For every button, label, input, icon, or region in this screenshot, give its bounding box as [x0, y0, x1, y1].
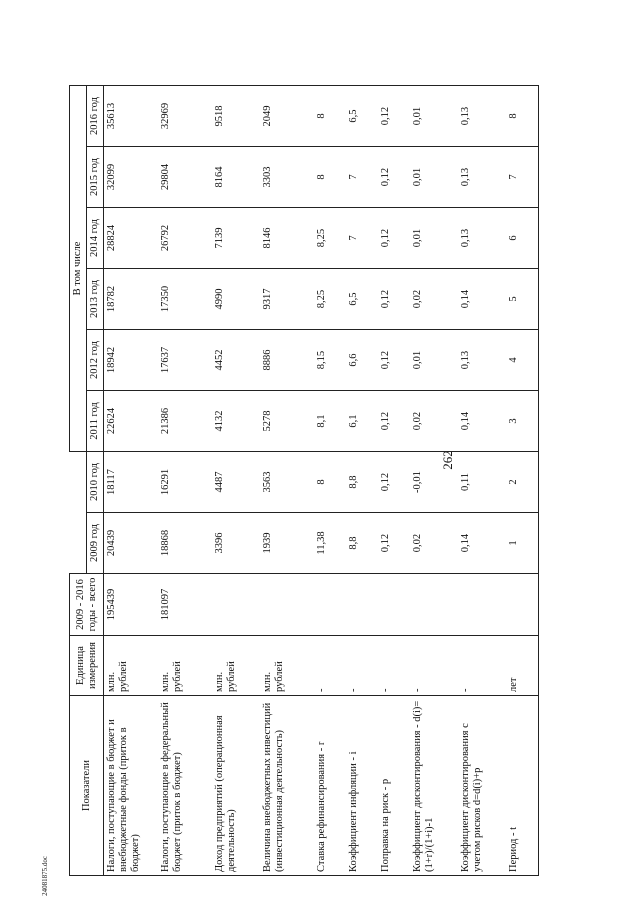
- row-value: -0,01: [410, 452, 458, 513]
- header-year: 2016 год: [87, 85, 104, 146]
- row-value: 4452: [212, 330, 260, 391]
- row-value: 0,12: [378, 269, 410, 330]
- row-value: 8: [314, 147, 346, 208]
- row-value: 8886: [260, 330, 314, 391]
- row-value: 8146: [260, 208, 314, 269]
- row-value: 4: [506, 330, 539, 391]
- row-name: Коэффициент инфляции - i: [346, 696, 378, 876]
- row-value: 5278: [260, 391, 314, 452]
- row-value: 8,1: [314, 391, 346, 452]
- row-value: 0,02: [410, 513, 458, 574]
- row-value: 11,38: [314, 513, 346, 574]
- row-total: [212, 574, 260, 636]
- row-value: 2: [506, 452, 539, 513]
- row-value: 0,14: [458, 513, 506, 574]
- row-value: 1: [506, 513, 539, 574]
- row-value: 20439: [104, 513, 159, 574]
- document-file-id: 24081875.doc: [40, 856, 49, 896]
- table-row: [506, 85, 539, 875]
- row-value: 4132: [212, 391, 260, 452]
- row-name: Поправка на риск - p: [378, 696, 410, 876]
- header-total: 2009 - 2016 годы - всего: [70, 574, 104, 636]
- row-value: 3303: [260, 147, 314, 208]
- row-value: 0,13: [458, 147, 506, 208]
- row-value: 0,12: [378, 85, 410, 146]
- row-total: [410, 574, 458, 636]
- row-value: 9518: [212, 85, 260, 146]
- row-unit: -: [410, 636, 458, 696]
- row-total: [378, 574, 410, 636]
- row-value: 8,15: [314, 330, 346, 391]
- row-unit: млн. рублей: [212, 636, 260, 696]
- row-unit: млн. рублей: [260, 636, 314, 696]
- row-value: 7: [346, 147, 378, 208]
- row-unit: -: [458, 636, 506, 696]
- row-value: 0,01: [410, 85, 458, 146]
- row-value: 0,14: [458, 391, 506, 452]
- row-value: 6,1: [346, 391, 378, 452]
- row-value: 8: [506, 85, 539, 146]
- row-value: 17350: [158, 269, 212, 330]
- row-value: 8: [314, 452, 346, 513]
- indicators-table: [69, 85, 539, 876]
- row-value: 2049: [260, 85, 314, 146]
- row-value: 22624: [104, 391, 159, 452]
- table-row: [212, 85, 260, 875]
- header-year: 2015 год: [87, 147, 104, 208]
- row-name: Ставка рефинансирования - r: [314, 696, 346, 876]
- row-value: 0,01: [410, 208, 458, 269]
- header-year: 2014 год: [87, 208, 104, 269]
- row-name: Период - t: [506, 696, 539, 876]
- row-value: 3396: [212, 513, 260, 574]
- row-value: 18117: [104, 452, 159, 513]
- row-value: 7139: [212, 208, 260, 269]
- row-value: 4487: [212, 452, 260, 513]
- row-value: 0,12: [378, 330, 410, 391]
- row-value: 0,14: [458, 269, 506, 330]
- header-indicators: Показатели: [70, 696, 104, 876]
- row-value: 0,02: [410, 269, 458, 330]
- row-value: 0,11: [458, 452, 506, 513]
- row-name: Коэффициент дисконтирования с учетом рисков d=d(i)+p: [458, 696, 506, 876]
- header-year: 2010 год: [87, 452, 104, 513]
- row-total: [458, 574, 506, 636]
- row-value: 26792: [158, 208, 212, 269]
- row-value: 17637: [158, 330, 212, 391]
- row-value: 4990: [212, 269, 260, 330]
- row-name: Величина внебюджетных инвестиций (инвестиционная деятельность): [260, 696, 314, 876]
- row-value: 8: [314, 85, 346, 146]
- table-row: [314, 85, 346, 875]
- row-value: 0,13: [458, 330, 506, 391]
- row-value: 0,12: [378, 391, 410, 452]
- row-name: Коэффициент дисконтирования - d(i)=(1+r)/(1+i)-1: [410, 696, 458, 876]
- row-name: Налоги, поступающие в федеральный бюджет (приток в бюджет): [158, 696, 212, 876]
- row-value: 9317: [260, 269, 314, 330]
- row-value: 21386: [158, 391, 212, 452]
- row-value: 29804: [158, 147, 212, 208]
- row-value: 6: [506, 208, 539, 269]
- row-value: 8,8: [346, 513, 378, 574]
- row-value: 28824: [104, 208, 159, 269]
- row-value: 0,02: [410, 391, 458, 452]
- table-row: [378, 85, 410, 875]
- row-value: 5: [506, 269, 539, 330]
- row-value: 7: [506, 147, 539, 208]
- header-unit: Единица измерения: [70, 636, 104, 696]
- row-value: 0,13: [458, 85, 506, 146]
- row-value: 3563: [260, 452, 314, 513]
- row-value: 6,6: [346, 330, 378, 391]
- table-row: [260, 85, 314, 875]
- row-name: Доход предприятий (операционная деятельность): [212, 696, 260, 876]
- header-subgroup: В том числе: [70, 85, 87, 451]
- rotated-table-container: [69, 86, 569, 876]
- row-value: 0,12: [378, 513, 410, 574]
- row-value: 8164: [212, 147, 260, 208]
- row-value: 32099: [104, 147, 159, 208]
- row-total: [260, 574, 314, 636]
- row-unit: лет: [506, 636, 539, 696]
- page-number: 262: [439, 450, 455, 470]
- row-value: 6,5: [346, 269, 378, 330]
- header-spacer: [70, 452, 87, 574]
- row-value: 18868: [158, 513, 212, 574]
- table-row: [104, 85, 159, 875]
- row-value: 0,01: [410, 147, 458, 208]
- row-unit: млн. рублей: [104, 636, 159, 696]
- row-total: 195439: [104, 574, 159, 636]
- header-year: 2011 год: [87, 391, 104, 452]
- row-value: 0,01: [410, 330, 458, 391]
- table-row: [458, 85, 506, 875]
- table-row: [410, 85, 458, 875]
- row-total: [314, 574, 346, 636]
- table-row: [158, 85, 212, 875]
- row-value: 35613: [104, 85, 159, 146]
- row-value: 8,25: [314, 208, 346, 269]
- row-unit: -: [314, 636, 346, 696]
- row-value: 8,8: [346, 452, 378, 513]
- row-value: 8,25: [314, 269, 346, 330]
- row-value: 16291: [158, 452, 212, 513]
- row-value: 0,12: [378, 208, 410, 269]
- row-value: 0,12: [378, 147, 410, 208]
- row-value: 32969: [158, 85, 212, 146]
- row-unit: млн. рублей: [158, 636, 212, 696]
- header-year: 2013 год: [87, 269, 104, 330]
- row-value: 6,5: [346, 85, 378, 146]
- row-total: [506, 574, 539, 636]
- row-unit: -: [346, 636, 378, 696]
- row-value: 0,12: [378, 452, 410, 513]
- row-value: 7: [346, 208, 378, 269]
- table-row: [346, 85, 378, 875]
- row-total: [346, 574, 378, 636]
- row-value: 18942: [104, 330, 159, 391]
- header-year: 2012 год: [87, 330, 104, 391]
- row-value: 0,13: [458, 208, 506, 269]
- row-name: Налоги, поступающие в бюджет и внебюджетные фонды (приток в бюджет): [104, 696, 159, 876]
- row-total: 181097: [158, 574, 212, 636]
- row-value: 18782: [104, 269, 159, 330]
- header-year: 2009 год: [87, 513, 104, 574]
- row-unit: -: [378, 636, 410, 696]
- row-value: 1939: [260, 513, 314, 574]
- row-value: 3: [506, 391, 539, 452]
